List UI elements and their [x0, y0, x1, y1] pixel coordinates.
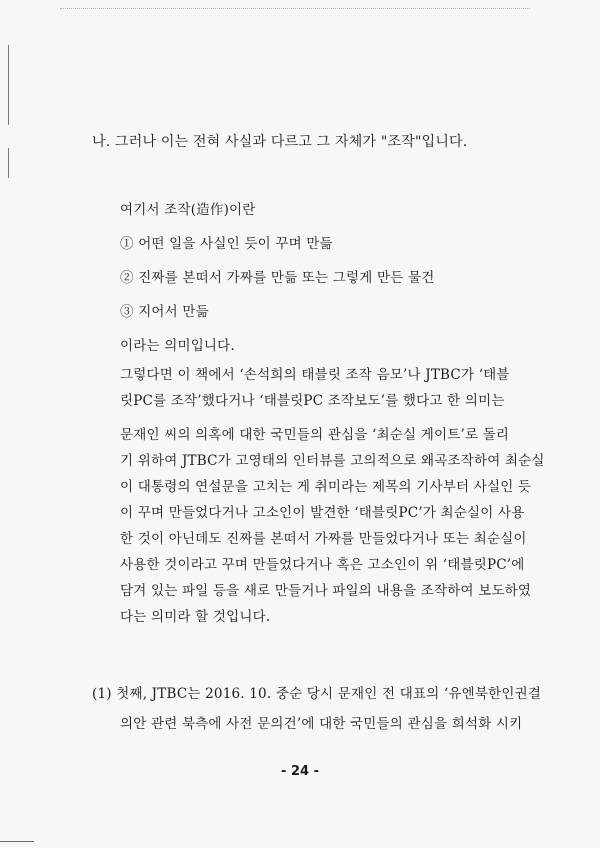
section-heading: 나. 그러나 이는 전혀 사실과 다르고 그 자체가 "조작"입니다.: [92, 134, 468, 150]
paragraph-line: 이 꾸며 만들었다거나 고소인이 발견한 ‘태블릿PC’가 최순실이 사용: [120, 505, 525, 521]
paragraph-line: 문재인 씨의 의혹에 대한 국민들의 관심을 ‘최순실 게이트’로 돌리: [120, 427, 510, 443]
numbered-item-line: 의안 관련 북측에 사전 문의건’에 대한 국민들의 관심을 희석화 시키: [120, 716, 523, 732]
paragraph-line: 기 위하여 JTBC가 고영태의 인터뷰를 고의적으로 왜곡조작하여 최순실: [120, 453, 545, 469]
definition-item-3: ③ 지어서 만듦: [120, 304, 209, 320]
page-number: - 24 -: [281, 764, 319, 779]
definition-item-1: ① 어떤 일을 사실인 듯이 꾸며 만듦: [120, 236, 333, 252]
definition-item-2: ② 진짜를 본떠서 가짜를 만듦 또는 그렇게 만든 물건: [120, 270, 435, 286]
definition-outro: 이라는 의미입니다.: [120, 338, 235, 354]
definition-intro: 여기서 조작(造作)이란: [120, 202, 256, 218]
binding-margin-mark: [8, 148, 9, 178]
paragraph-line: 다는 의미라 할 것입니다.: [120, 609, 271, 625]
paragraph-line: 릿PC를 조작’했다거나 ‘태블릿PC 조작보도’를 했다고 한 의미는: [120, 393, 505, 409]
binding-margin-mark: [8, 45, 9, 125]
scan-bottom-mark: [0, 841, 34, 842]
scan-top-border: [60, 8, 530, 9]
numbered-item-line: (1) 첫째, JTBC는 2016. 10. 중순 당시 문재인 전 대표의 ‘유엔북한인권결: [92, 686, 542, 702]
paragraph-line: 사용한 것이라고 꾸며 만들었다거나 혹은 고소인이 위 ‘태블릿PC’에: [120, 557, 525, 573]
paragraph-line: 이 대통령의 연설문을 고치는 게 취미라는 제목의 기사부터 사실인 듯: [120, 479, 532, 495]
paragraph-line: 담겨 있는 파일 등을 새로 만들거나 파일의 내용을 조작하여 보도하였: [120, 583, 532, 599]
paragraph-line: 한 것이 아닌데도 진짜를 본떠서 가짜를 만들었다거나 또는 최순실이: [120, 531, 527, 547]
paragraph-line: 그렇다면 이 책에서 ‘손석희의 태블릿 조작 음모’나 JTBC가 ‘태블: [120, 367, 510, 383]
